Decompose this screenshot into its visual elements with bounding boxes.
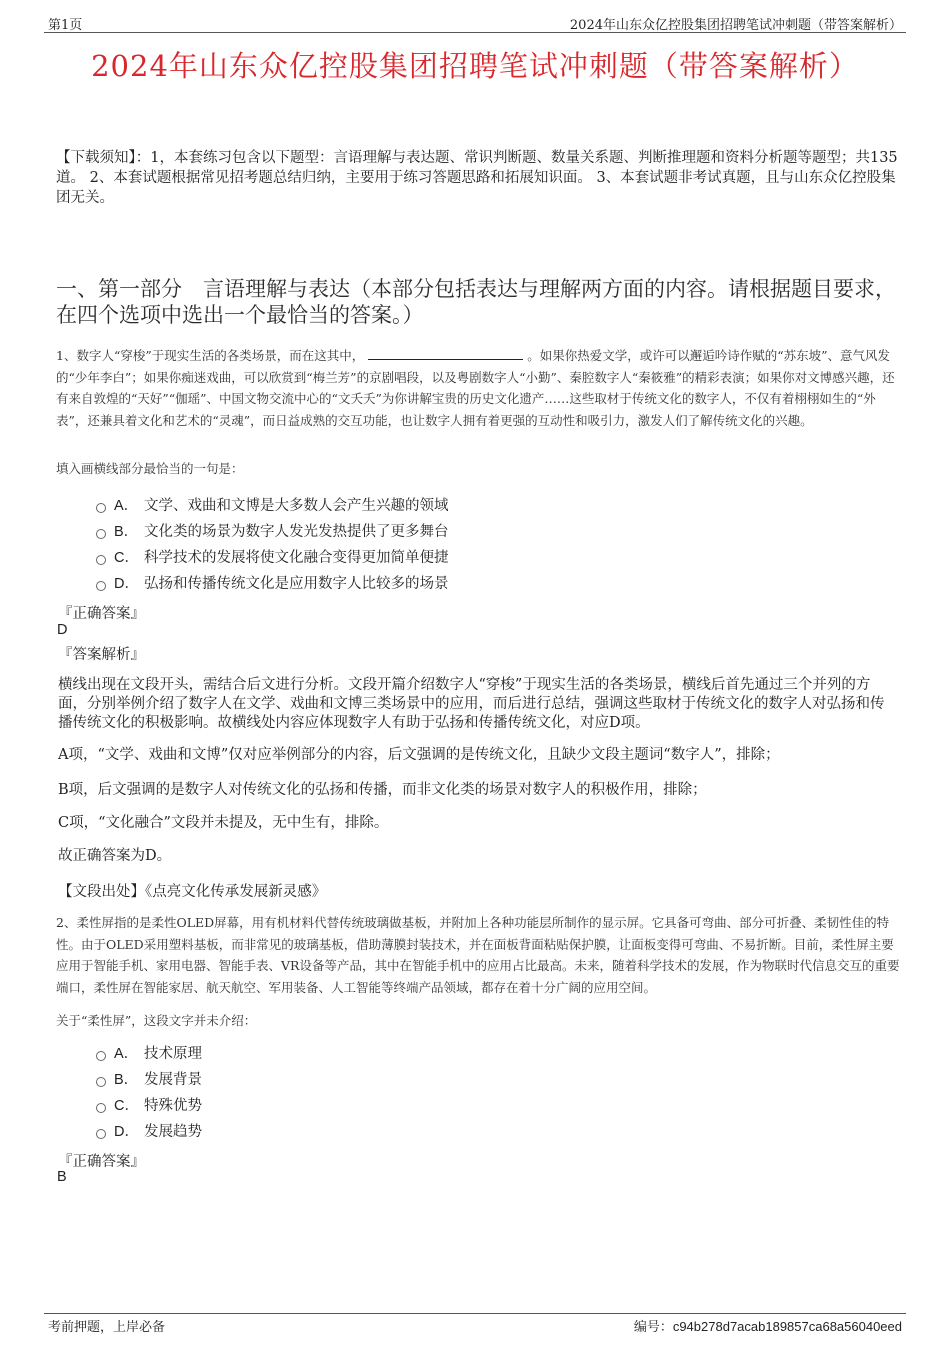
option-text: 发展背景 <box>144 1072 202 1088</box>
footer-code-value: c94b278d7acab189857ca68a56040eed <box>672 1319 902 1334</box>
q1-option-d[interactable] <box>96 574 449 594</box>
option-letter: D． <box>114 576 139 592</box>
question-2-text: 2、柔性屏指的是柔性OLED屏幕，用有机材料代替传统玻璃做基板，并附加上各种功能层所制作的显示屏。它具备可弯曲、部分可折叠、柔韧性佳的特性。由于OLED采用塑料基板，而非常见的玻璃基板，借助薄膜封装技术，并在面板背面粘贴保护膜，让面板变得可弯曲、不易折断。目前，柔性屏主要应用于智能手机、家用电器、智能手表、VR设备等产品，其中在智能手机中的应用占比最高。未来，随着科学技术的发展，作为物联时代信息交互的重要端口，柔性屏在智能家居、航天航空、军用装备、人工智能等终端产品领域，都存在着十分广阔的应用空间。 <box>56 915 900 995</box>
q2-option-b[interactable] <box>96 1070 202 1090</box>
q2-answer-value: B <box>57 1169 67 1185</box>
q2-answer-label: 『正确答案』 <box>58 1154 145 1170</box>
page-header <box>44 14 906 33</box>
option-text: 特殊优势 <box>144 1098 202 1114</box>
option-text: 弘扬和传播传统文化是应用数字人比较多的场景 <box>144 576 449 592</box>
download-notice: 【下载须知】：1，本套练习包含以下题型：言语理解与表达题、常识判断题、数量关系题、判断推理题和资料分析题等题型；共135道。 2、本套试题根据常见招考题总结归纳，主要用于练习答题思路和拓展知识面。 3、本套试题非考试真题，且与山东众亿控股集团无关。 <box>56 150 898 206</box>
radio-button-icon[interactable] <box>96 555 106 565</box>
option-letter: B． <box>114 1072 139 1088</box>
question-1-prompt: 填入画横线部分最恰当的一句是： <box>56 461 244 476</box>
q1-answer-value: D <box>57 622 68 638</box>
option-text: 文学、戏曲和文博是大多数人会产生兴趣的领域 <box>144 498 449 514</box>
q1-analysis-paragraph: C项，“文化融合”文段并未提及，无中生有，排除。 <box>58 815 389 831</box>
q1-source: 【文段出处】《点亮文化传承发展新灵感》 <box>58 884 327 900</box>
q1-analysis-paragraph: A项，“文学、戏曲和文博”仅对应举例部分的内容，后文强调的是传统文化，且缺少文段主题词“数字人”，排除； <box>58 747 780 763</box>
q1-analysis-paragraph: 横线出现在文段开头，需结合后文进行分析。文段开篇介绍数字人“穿梭”于现实生活的各类场景，横线后首先通过三个并列的方面，分别举例介绍了数字人在文学、戏曲和文博三类场景中的应用，而后进行总结，强调这些取材于传统文化的数字人对弘扬和传播传统文化的积极影响。故横线处内容应体现数字人有助于弘扬和传播传统文化，对应D项。 <box>58 677 885 731</box>
option-letter: C． <box>114 1098 139 1114</box>
fill-blank-line <box>368 347 523 360</box>
q1-analysis-paragraph: 故正确答案为D。 <box>58 848 172 864</box>
footer-code-label: 编号： <box>633 1320 673 1335</box>
header-doc-title: 2024年山东众亿控股集团招聘笔试冲刺题（带答案解析） <box>569 18 902 33</box>
radio-button-icon[interactable] <box>96 1051 106 1061</box>
option-letter: D． <box>114 1124 139 1140</box>
q1-option-b[interactable] <box>96 522 449 542</box>
option-letter: B． <box>114 524 139 540</box>
footer-slogan: 考前押题，上岸必备 <box>48 1320 166 1335</box>
radio-button-icon[interactable] <box>96 1129 106 1139</box>
radio-button-icon[interactable] <box>96 1103 106 1113</box>
option-text: 科学技术的发展将使文化融合变得更加简单便捷 <box>144 550 449 566</box>
q1-option-c[interactable] <box>96 548 449 568</box>
q1-answer-label: 『正确答案』 <box>58 606 145 622</box>
section-title: 一、第一部分 言语理解与表达（本部分包括表达与理解两方面的内容。请根据题目要求，在四个选项中选出一个最恰当的答案。） <box>56 277 896 327</box>
q2-option-a[interactable] <box>96 1044 202 1064</box>
radio-button-icon[interactable] <box>96 529 106 539</box>
footer-code <box>634 1316 902 1335</box>
question-2-prompt: 关于“柔性屏”，这段文字并未介绍： <box>56 1013 257 1028</box>
option-text: 发展趋势 <box>144 1124 202 1140</box>
option-letter: A． <box>114 498 139 514</box>
radio-button-icon[interactable] <box>96 1077 106 1087</box>
page-footer <box>44 1313 906 1335</box>
option-text: 文化类的场景为数字人发光发热提供了更多舞台 <box>144 524 449 540</box>
q2-option-c[interactable] <box>96 1096 202 1116</box>
option-letter: A． <box>114 1046 139 1062</box>
question-1-text-before: 1、数字人“穿梭”于现实生活的各类场景，而在这其中， <box>56 348 365 363</box>
page-number: 第1页 <box>48 18 83 33</box>
option-text: 技术原理 <box>144 1046 202 1062</box>
q2-option-d[interactable] <box>96 1122 202 1142</box>
q1-option-a[interactable] <box>96 496 449 516</box>
q1-analysis-paragraph: B项，后文强调的是数字人对传统文化的弘扬和传播，而非文化类的场景对数字人的积极作用，排除； <box>58 782 707 798</box>
question-1-text-after: 。如果你热爱文学，或许可以邂逅吟诗作赋的“苏东坡”、意气风发的“少年李白”；如果你痴迷戏曲，可以欣赏到“梅兰芳”的京剧唱段，以及粤剧数字人“小勤”、秦腔数字人“秦筱雅”的精彩表演；如果你对文博感兴趣，还有来自敦煌的“天好”“伽瑶”、中国文物交流中心的“文夭夭”为你讲解宝贵的历史文化遗产……这些取材于传统文化的数字人，不仅有着栩栩如生的“外表”，还兼具着文化和艺术的“灵魂”，而日益成熟的交互功能，也让数字人拥有着更强的互动性和吸引力，激发人们了解传统文化的兴趣。 <box>56 348 895 428</box>
radio-button-icon[interactable] <box>96 581 106 591</box>
option-letter: C． <box>114 550 139 566</box>
q1-analysis-label: 『答案解析』 <box>58 647 145 663</box>
radio-button-icon[interactable] <box>96 503 106 513</box>
question-1-text <box>56 345 901 431</box>
page-title: 2024年山东众亿控股集团招聘笔试冲刺题（带答案解析） <box>91 49 859 83</box>
